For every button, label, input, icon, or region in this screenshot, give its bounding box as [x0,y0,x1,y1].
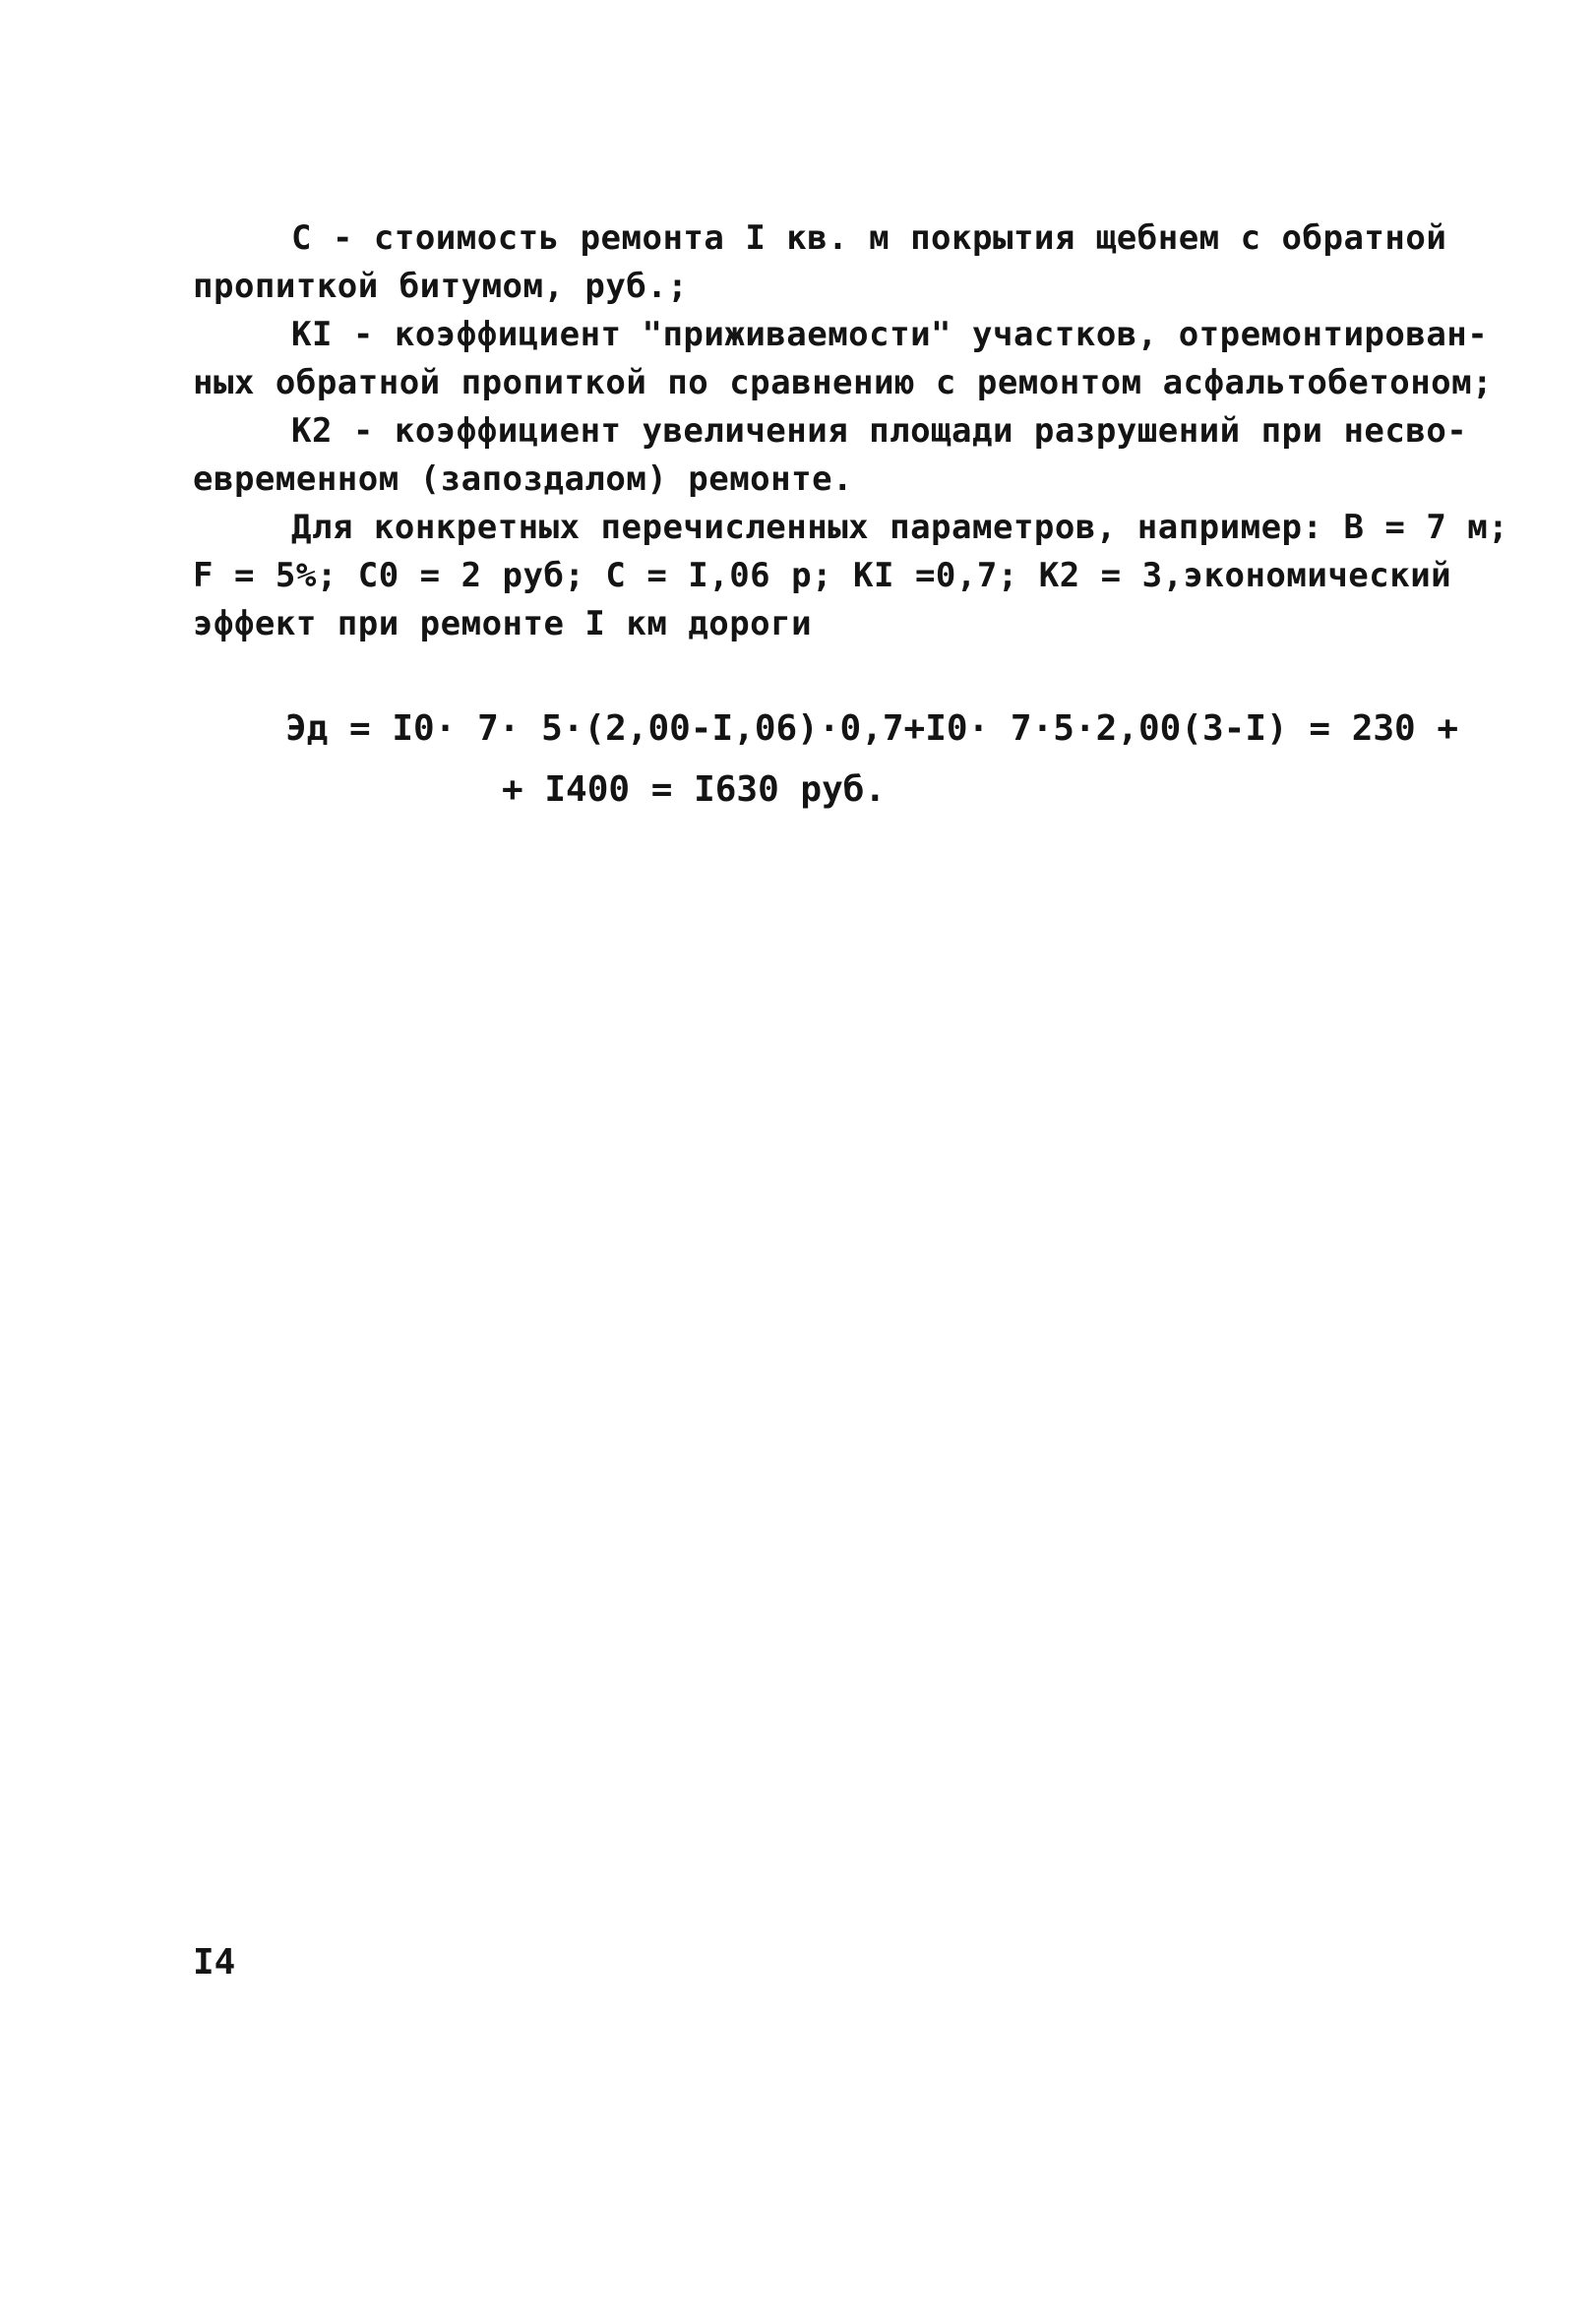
parameters-line-2: F = 5%; С0 = 2 руб; С = I,06 р; КI =0,7; К2 = 3,экономический [193,556,1452,595]
economic-effect-formula [285,699,1458,821]
definition-k1-line-1: КI - коэффициент "приживаемости" участков, отремонтирован- [291,315,1489,354]
parameters-paragraph [193,504,1509,648]
definition-k1-line-2: ных обратной пропиткой по сравнению с ремонтом асфальтобетоном; [193,363,1494,402]
definition-k2-line-2: евременном (запоздалом) ремонте. [193,459,854,499]
definition-k2-line-1: К2 - коэффициент увеличения площади разрушений при несво- [291,411,1468,451]
body-text [193,214,1509,648]
page-number: I4 [193,1942,236,1983]
formula-line-1: Эд = I0· 7· 5·(2,00-I,06)·0,7+I0· 7·5·2,00(3-I) = 230 + [285,708,1459,749]
parameters-line-1: Для конкретных перечисленных параметров, например: В = 7 м; [291,508,1509,547]
parameters-line-3: эффект при ремонте I км дороги [193,604,813,643]
definition-k2 [193,407,1468,504]
definition-c-line-1: С - стоимость ремонта I кв. м покрытия щебнем с обратной [291,218,1447,258]
definition-k1 [193,311,1494,407]
definition-c [193,214,1447,311]
formula-line-2: + I400 = I630 руб. [502,769,887,810]
definition-c-line-2: пропиткой битумом, руб.; [193,267,689,306]
